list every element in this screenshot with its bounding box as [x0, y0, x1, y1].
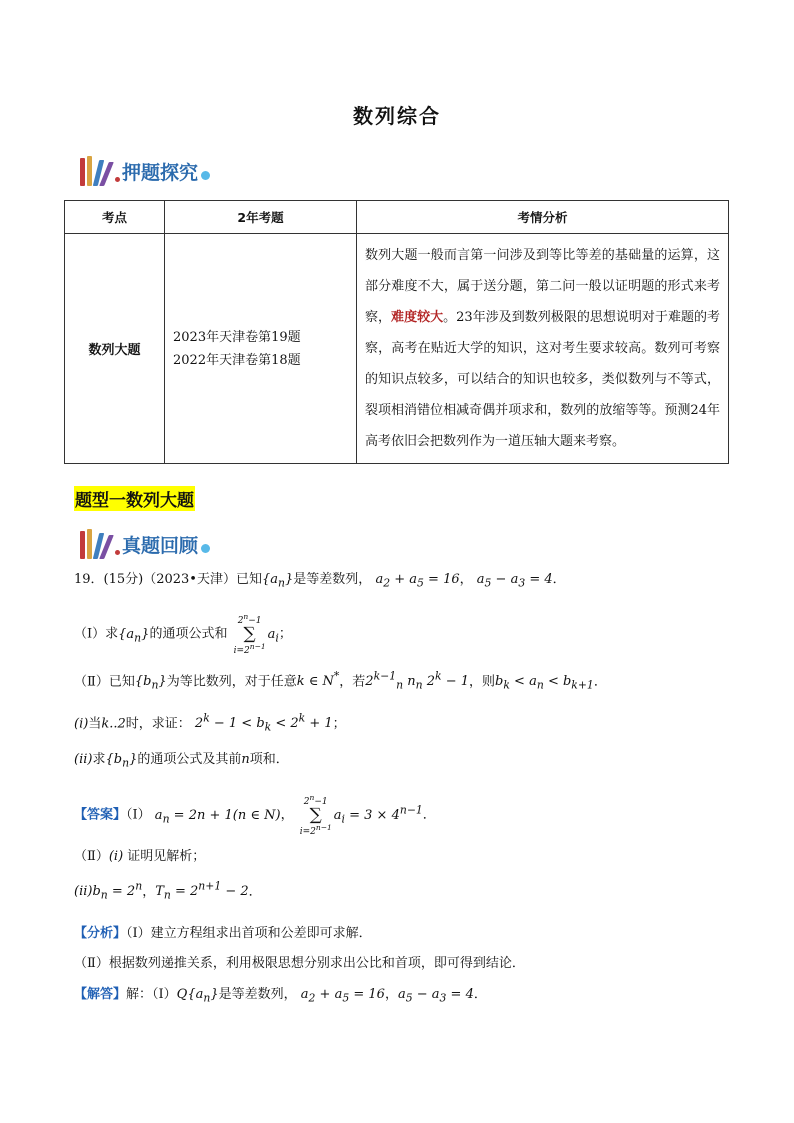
books-icon — [80, 529, 109, 559]
text: ． — [552, 572, 566, 587]
bullet-icon — [201, 544, 210, 553]
summation: $2^n-1$ ∑ $i=2^{n-1}$ — [233, 612, 266, 656]
text: （Ⅱ）根据数列递推关系，利用极限思想分别求出公比和首项，即可得到结论． — [74, 956, 525, 971]
text: 是等差数列， — [218, 987, 297, 1002]
text: ； — [332, 716, 346, 732]
text: （Ⅰ） — [126, 807, 151, 823]
analysis-text: 。23年涉及到数列极限的思想说明对于难题的考察，高考在贴近大学的知识，这对考生要求较高。数列可考察的知识点较多，可以结合的知识也较多，类似数列与不等式，裂项相消错位相减奇偶并项求和，数列的放缩等等。预测24年高考依旧会把数列作为一道压轴大题来考察。 — [365, 310, 720, 449]
text: （Ⅱ） — [74, 849, 109, 864]
answer-part2: （Ⅱ）(i) 证明见解析； — [74, 849, 206, 864]
table-row — [65, 234, 729, 464]
text: （Ⅰ）建立方程组求出首项和公差即可求解． — [126, 926, 372, 941]
header-topic: 考点 — [65, 201, 165, 234]
text: 项和． — [249, 752, 289, 767]
text: 的通项公式及其前 — [137, 752, 242, 767]
section-label: 真题回顾 — [122, 534, 199, 557]
problem-part2-ii: (ii)求$\{b_n\}$的通项公式及其前n项和． — [74, 752, 289, 770]
answer-tag: 【答案】 — [74, 807, 127, 823]
text: 证明见解析； — [127, 849, 206, 864]
text: 的通项公式和 — [149, 626, 228, 642]
books-icon — [80, 156, 109, 186]
solution-line: 【解答】解：$(Ⅰ)Q\{a_n\}$是等差数列， $a_2 + a_5 = 16$，$a_5 - a_3 = 4$． — [74, 987, 487, 1005]
problem-part2-i: (i)当k..2时，求证： $2^k - 1 < b_k < 2^k + 1$； — [74, 712, 346, 734]
text: ，则 — [469, 674, 496, 690]
text: ，若 — [339, 674, 366, 690]
topic-cell: 数列大题 — [65, 234, 165, 464]
text: （Ⅰ）求 — [74, 626, 119, 642]
text: ． — [593, 674, 607, 690]
answer-line: 【答案】（Ⅰ） $a_n = 2n + 1(n$ ∈ N)， $2^n-1$ ∑ $i=2^{n-1}$ $a_i = 3 \times 4^{n-1}$． — [74, 793, 436, 837]
problem-part2: （Ⅱ）已知$\{b_n\}$为等比数列，对于任意k ∈ N*，若$2^{k-1}_n$ $n_n$ $2^k - 1$，则$b_k < a_n < b_{k+1}$． — [74, 670, 607, 692]
analysis-line-1 — [74, 922, 372, 941]
dot-icon — [115, 550, 120, 555]
section-label: 押题探究 — [122, 161, 199, 184]
text: 解：（Ⅰ） — [126, 987, 177, 1002]
text: ； — [278, 626, 292, 642]
analysis-cell — [357, 234, 729, 464]
exams-cell — [165, 234, 357, 464]
page-title: 数列综合 — [353, 104, 441, 128]
text: 求 — [92, 752, 106, 767]
table-header-row — [65, 201, 729, 234]
section-header-exploration — [80, 153, 210, 189]
text: ， — [459, 572, 473, 587]
problem-part1: （Ⅰ）求$\{a_n\}$的通项公式和 $2^n-1$ ∑ $i=2^{n-1}$ $a_i$； — [74, 612, 292, 656]
exam-item: 2023年天津卷第19题 — [173, 329, 301, 345]
text: 是等差数列， — [293, 572, 372, 587]
section-header-review — [80, 526, 210, 562]
question-type-heading: 题型一数列大题 — [74, 486, 195, 511]
text: 时，求证： — [125, 716, 191, 732]
bullet-icon — [201, 171, 210, 180]
analysis-highlight: 难度较大 — [391, 310, 444, 325]
text: （Ⅱ）已知 — [74, 674, 135, 690]
solution-tag: 【解答】 — [74, 987, 127, 1002]
analysis-line-2 — [74, 952, 525, 971]
dot-icon — [115, 177, 120, 182]
problem-stem: 19．(15分)（2023•天津）已知$\{a_n\}$是等差数列， $a_2 + a_5 = 16$， $a_5 - a_3 = 4$． — [74, 572, 566, 590]
analysis-text: 数列大题一般而言第一问涉及到等比等差的基础量的运算，这部分难度不大，属于送分题，第二问一般以证明题的形式来考察， — [365, 248, 720, 325]
header-exams: 2年考题 — [165, 201, 357, 234]
exam-item: 2022年天津卷第18题 — [173, 352, 301, 368]
text: 为等比数列，对于任意 — [166, 674, 297, 690]
summation: $2^n-1$ ∑ $i=2^{n-1}$ — [299, 793, 332, 837]
answer-part2-ii: $(ii)b_n = 2^n$，$T_n = 2^{n+1} - 2$． — [74, 880, 262, 902]
analysis-tag: 【分析】 — [74, 926, 127, 941]
header-analysis: 考情分析 — [357, 201, 729, 234]
exam-analysis-table — [64, 200, 729, 464]
text: 19．(15分)（2023•天津）已知 — [74, 572, 262, 587]
